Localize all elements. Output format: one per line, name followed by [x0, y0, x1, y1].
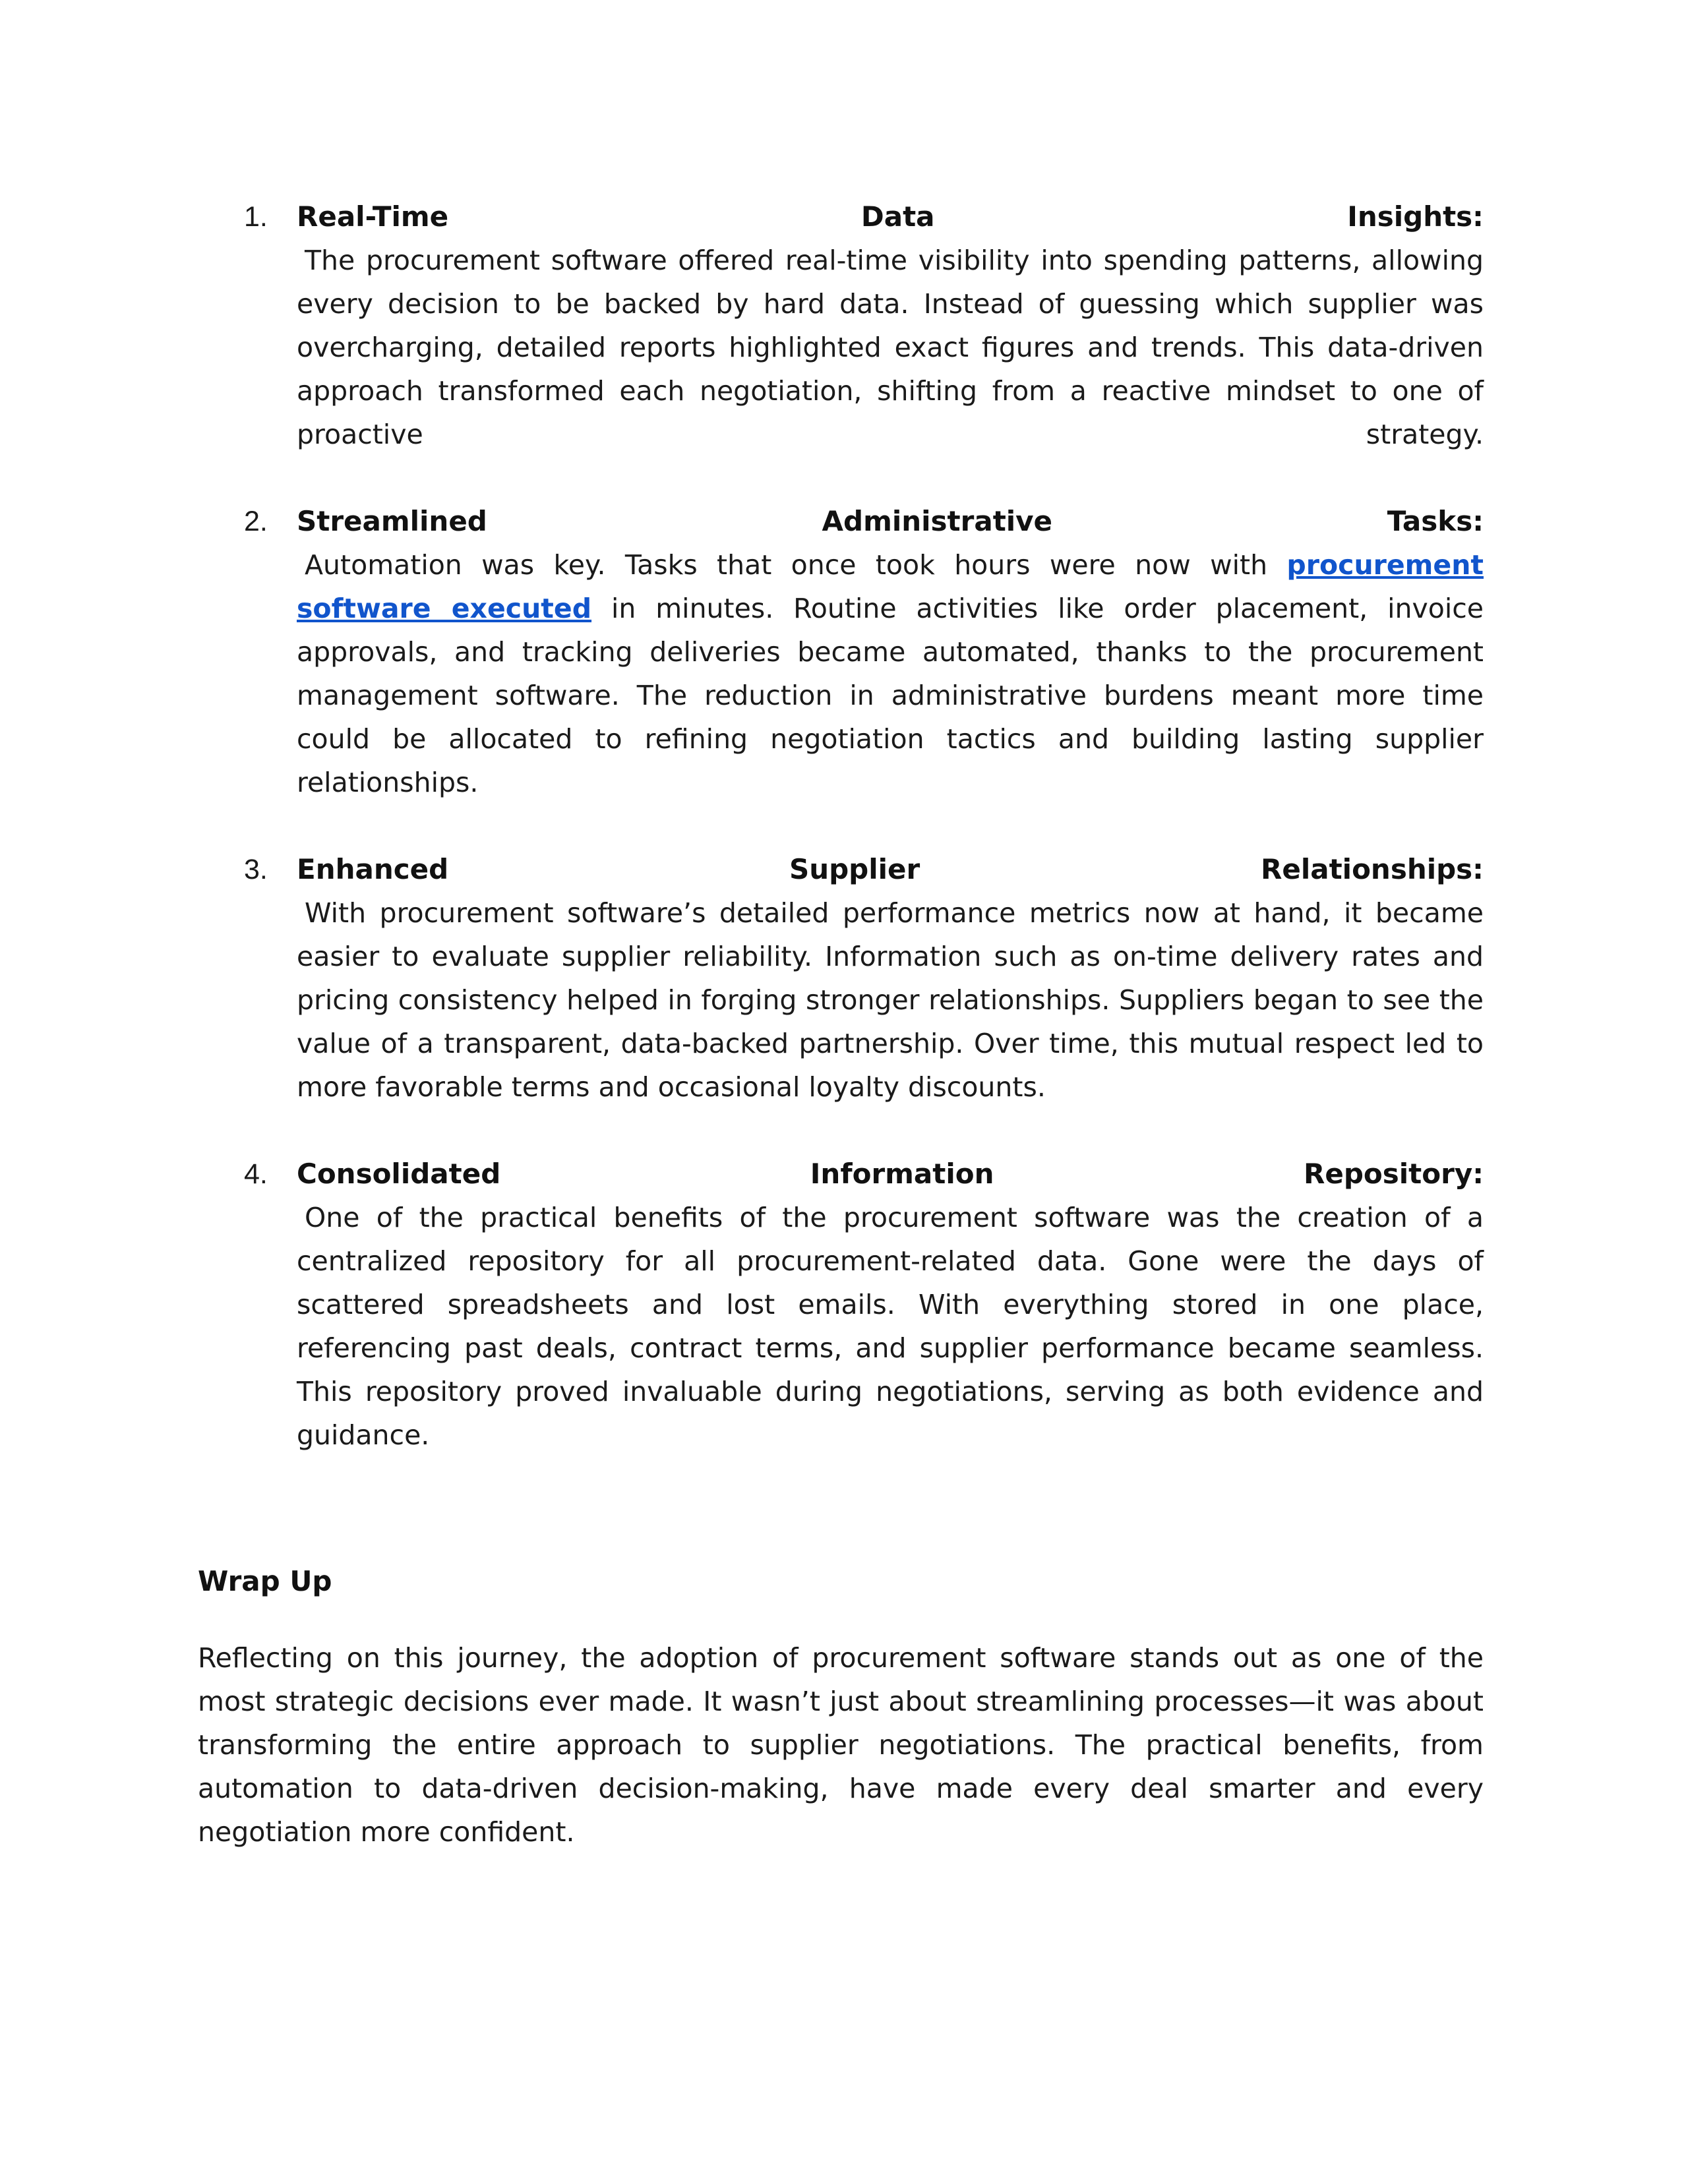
procurement-software-link[interactable]: procurement software executed [297, 549, 1484, 624]
item-heading [297, 848, 1484, 891]
heading-word: Supplier [789, 853, 920, 885]
item-body-text: One of the practical benefits of the procurement software was the creation of a centralized repository for all procurement-related data. Gone were the days of scattered spreadsheets and lost emails. With everything stored in one place, referencing past deals, contract terms, and supplier performance became seamless. This repository proved invaluable during negotiations, serving as both evidence and guidance. [297, 1202, 1484, 1451]
heading-word: Relationships: [1261, 853, 1484, 885]
item-heading [297, 500, 1484, 543]
heading-word: Enhanced [297, 853, 449, 885]
heading-word: Real-Time [297, 200, 449, 233]
list-item [244, 1152, 1484, 1457]
wrap-up-body: Reflecting on this journey, the adoption of procurement software stands out as one of the most strategic decisions ever made. It wasn’t just about streamlining processes—it was about transforming the entire approach to supplier negotiations. The practical benefits, from automation to data-driven decision-making, have made every deal smarter and every negotiation more confident. [198, 1642, 1484, 1848]
item-body [297, 891, 1484, 1109]
heading-word: Insights: [1347, 200, 1484, 233]
list-item [244, 848, 1484, 1109]
heading-word: Consolidated [297, 1158, 501, 1190]
item-body [297, 1196, 1484, 1457]
heading-word: Streamlined [297, 505, 487, 537]
item-body-text: With procurement software’s detailed performance metrics now at hand, it became easier to evaluate supplier reliability. Information such as on-time delivery rates and pricing consistency helped in forging stronger relationships. Suppliers began to see the value of a transparent, data-backed partnership. Over time, this mutual respect led to more favorable terms and occasional loyalty discounts. [297, 897, 1484, 1103]
heading-word: Information [810, 1158, 994, 1190]
list-number: 1. [244, 201, 268, 233]
list-number: 3. [244, 854, 268, 885]
list-number: 4. [244, 1158, 268, 1190]
item-heading [297, 195, 1484, 239]
numbered-list [0, 195, 1688, 1500]
heading-word: Tasks: [1387, 505, 1484, 537]
heading-word: Data [860, 200, 935, 233]
wrap-up-heading: Wrap Up [198, 1565, 332, 1597]
item-body-text-after-link: in minutes. Routine activities like order placement, invoice approvals, and tracking deliveries became automated, thanks to the procurement management software. The reduction in administrative burdens meant more time could be allocated to refining negotiation tactics and building lasting supplier relationships. [297, 593, 1484, 798]
heading-word: Repository: [1304, 1158, 1484, 1190]
list-item [244, 500, 1484, 804]
heading-word: Administrative [822, 505, 1053, 537]
item-body [297, 543, 1484, 804]
item-body [297, 239, 1484, 456]
item-heading [297, 1152, 1484, 1196]
list-item [244, 195, 1484, 456]
item-body-text: The procurement software offered real-time visibility into spending patterns, allowing every decision to be backed by hard data. Instead of guessing which supplier was overcharging, detailed reports highlighted exact figures and trends. This data-driven approach transformed each negotiation, shifting from a reactive mindset to one of proactive strategy. [297, 245, 1484, 450]
list-number: 2. [244, 506, 268, 537]
item-body-text-before-link: Automation was key. Tasks that once took hours were now with [305, 549, 1287, 581]
